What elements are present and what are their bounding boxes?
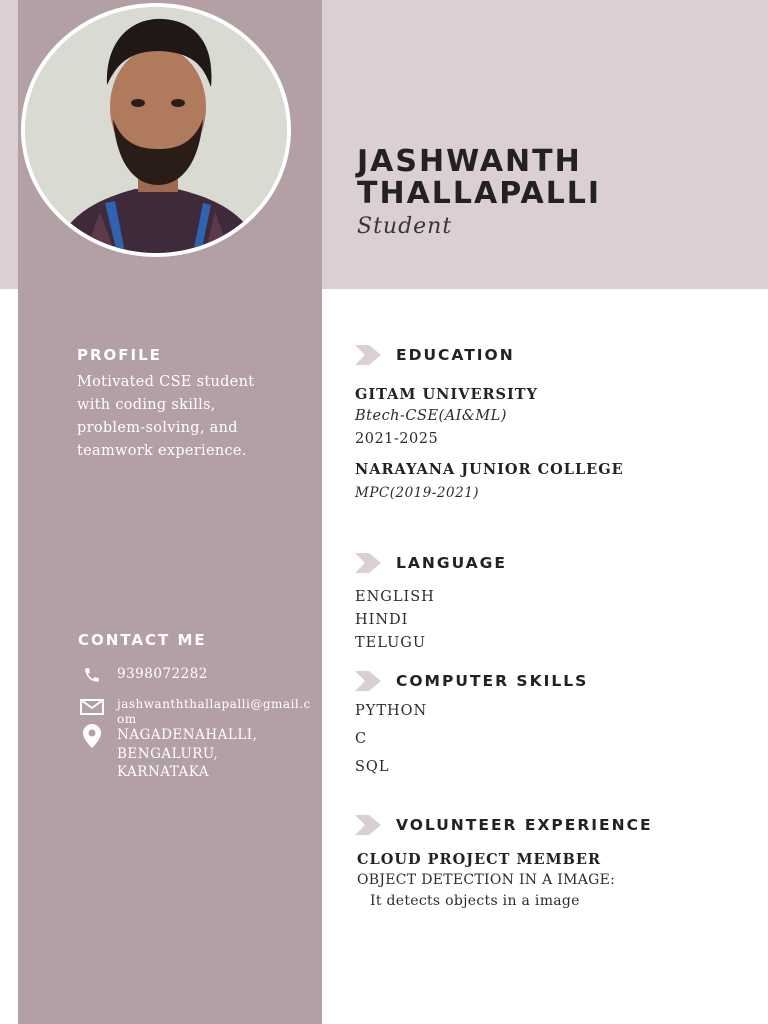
profile-summary xyxy=(77,371,292,463)
study-years: 2021-2025 xyxy=(355,431,439,447)
email-address[interactable]: jashwanththallapalli@gmail.com xyxy=(117,697,311,726)
envelope-icon xyxy=(80,697,104,717)
skills-heading xyxy=(355,671,588,691)
job-title: Student xyxy=(357,214,453,239)
profile-line: Motivated CSE student xyxy=(77,374,255,390)
degree: MPC(2019-2021) xyxy=(355,485,480,501)
language-heading xyxy=(355,553,507,573)
profile-line: problem-solving, and xyxy=(77,420,238,436)
skill-item: PYTHON xyxy=(355,703,428,719)
contact-phone xyxy=(80,665,208,685)
first-name: JASHWANTH xyxy=(357,144,582,179)
chevron-right-icon xyxy=(355,553,381,573)
volunteer-heading-label: VOLUNTEER EXPERIENCE xyxy=(396,816,653,834)
skill-item: C xyxy=(355,731,368,747)
education-heading-label: EDUCATION xyxy=(396,346,515,364)
address-line: BENGALURU, xyxy=(117,745,219,762)
language-heading-label: LANGUAGE xyxy=(396,554,507,572)
school-name: NARAYANA JUNIOR COLLEGE xyxy=(355,461,624,478)
location-pin-icon xyxy=(80,726,104,746)
volunteer-description: It detects objects in a image xyxy=(370,893,580,909)
last-name: THALLAPALLI xyxy=(357,176,602,211)
language-item: TELUGU xyxy=(355,635,427,651)
degree: Btech-CSE(AI&ML) xyxy=(355,408,507,424)
language-item: HINDI xyxy=(355,612,409,628)
profile-photo xyxy=(21,3,291,257)
profile-line: with coding skills, xyxy=(77,397,216,413)
volunteer-project: OBJECT DETECTION IN A IMAGE: xyxy=(357,872,616,888)
language-item: ENGLISH xyxy=(355,589,435,605)
address xyxy=(117,726,297,782)
profile-line: teamwork experience. xyxy=(77,443,247,459)
phone-icon xyxy=(80,665,104,685)
skills-heading-label: COMPUTER SKILLS xyxy=(396,672,589,690)
chevron-right-icon xyxy=(355,671,381,691)
volunteer-heading xyxy=(355,815,653,835)
volunteer-role: CLOUD PROJECT MEMBER xyxy=(357,851,602,868)
contact-heading: CONTACT ME xyxy=(78,631,207,649)
chevron-right-icon xyxy=(355,815,381,835)
school-name: GITAM UNIVERSITY xyxy=(355,386,538,403)
contact-email xyxy=(80,697,312,727)
profile-heading: PROFILE xyxy=(77,346,162,364)
skill-item: SQL xyxy=(355,759,390,775)
phone-number: 9398072282 xyxy=(117,666,208,682)
contact-address xyxy=(80,726,297,782)
chevron-right-icon xyxy=(355,345,381,365)
education-heading xyxy=(355,345,515,365)
full-name xyxy=(357,146,747,210)
address-line: KARNATAKA xyxy=(117,764,210,780)
address-line: NAGADENAHALLI, xyxy=(117,727,258,743)
